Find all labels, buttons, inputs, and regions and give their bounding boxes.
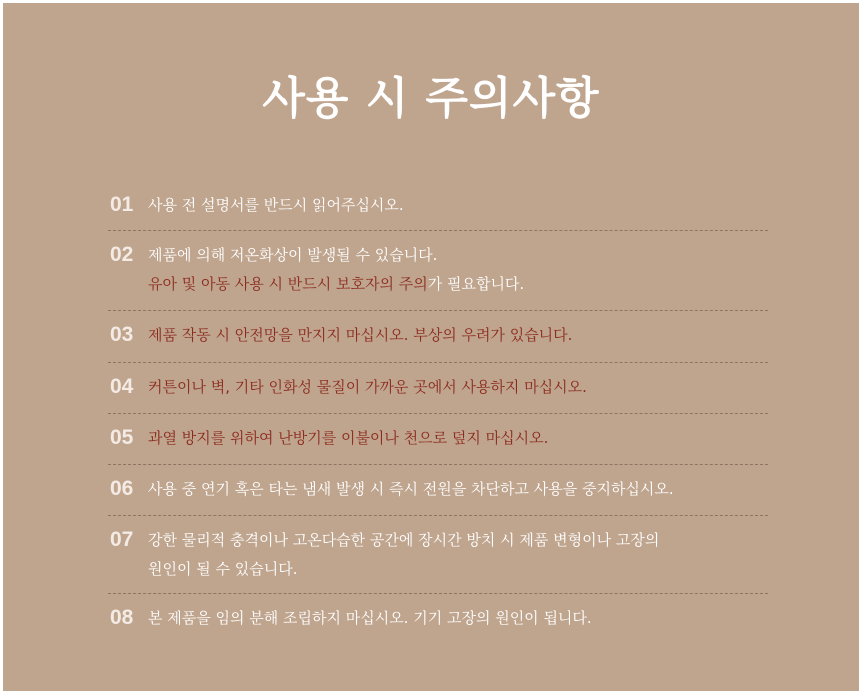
caution-item	[108, 516, 768, 594]
warning-text: 제품 작동 시 안전망을 만지지 마십시오. 부상의 우려가 있습니다.	[148, 326, 573, 344]
item-number: 01	[110, 193, 134, 216]
caution-item	[108, 179, 768, 231]
caution-item	[108, 414, 768, 465]
item-text	[148, 241, 768, 299]
item-text-line	[148, 526, 768, 555]
item-text	[148, 424, 768, 453]
item-number: 07	[110, 528, 134, 551]
item-number: 03	[110, 323, 134, 346]
item-text-line	[148, 191, 768, 220]
item-text	[148, 526, 768, 584]
item-text	[148, 191, 768, 220]
item-text-line	[148, 373, 768, 402]
item-text-line	[148, 241, 768, 270]
warning-text: 과열 방지를 위하여 난방기를 이불이나 천으로 덮지 마십시오.	[148, 429, 549, 447]
caution-item	[108, 363, 768, 414]
page-title: 사용 시 주의사항	[262, 73, 600, 124]
item-text	[148, 475, 768, 504]
warning-text: 유아 및 아동 사용 시 반드시 보호자의 주의	[148, 275, 428, 293]
caution-list	[108, 179, 768, 646]
caution-item	[108, 465, 768, 516]
item-number: 04	[110, 375, 134, 398]
caution-item	[108, 594, 768, 646]
body-text: 가 필요합니다.	[427, 275, 525, 293]
item-number: 06	[110, 477, 134, 500]
item-number: 05	[110, 426, 134, 449]
caution-panel	[3, 3, 859, 691]
item-text-line	[148, 475, 768, 504]
item-number: 02	[110, 243, 134, 266]
caution-item	[108, 231, 768, 311]
item-text-line	[148, 555, 768, 584]
item-text	[148, 321, 768, 350]
item-text-line	[148, 604, 768, 633]
item-text	[148, 604, 768, 633]
item-text-line	[148, 424, 768, 453]
warning-text: 커튼이나 벽, 기타 인화성 물질이 가까운 곳에서 사용하지 마십시오.	[148, 378, 587, 396]
item-text	[148, 373, 768, 402]
body-text: 강한 물리적 충격이나 고온다습한 공간에 장시간 방치 시 제품 변형이나 고장의	[148, 531, 660, 549]
item-number: 08	[110, 606, 134, 629]
body-text: 원인이 될 수 있습니다.	[148, 560, 298, 578]
body-text: 제품에 의해 저온화상이 발생될 수 있습니다.	[148, 246, 438, 264]
item-text-line	[148, 321, 768, 350]
body-text: 사용 전 설명서를 반드시 읽어주십시오.	[148, 196, 404, 214]
caution-item	[108, 311, 768, 363]
body-text: 본 제품을 임의 분해 조립하지 마십시오. 기기 고장의 원인이 됩니다.	[148, 609, 592, 627]
body-text: 사용 중 연기 혹은 타는 냄새 발생 시 즉시 전원을 차단하고 사용을 중지하십시오.	[148, 480, 674, 498]
item-text-line	[148, 270, 768, 299]
